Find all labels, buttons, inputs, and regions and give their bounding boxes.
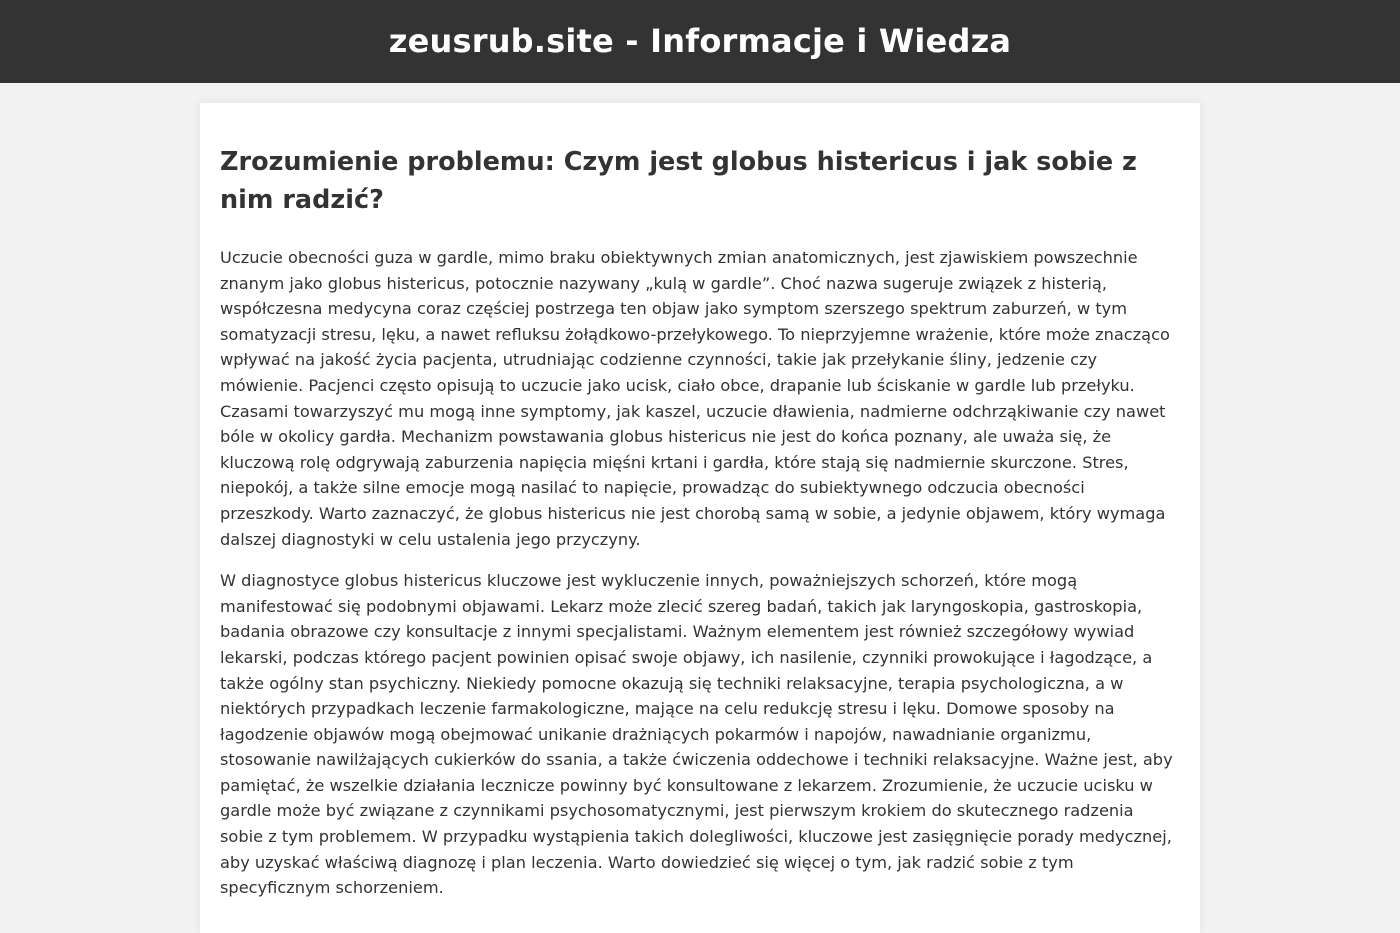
article-card <box>200 103 1200 933</box>
site-title: zeusrub.site - Informacje i Wiedza <box>388 21 1012 60</box>
site-header <box>0 0 1400 83</box>
article-title: Zrozumienie problemu: Czym jest globus histericus i jak sobie z nim radzić? <box>220 147 1137 215</box>
article-paragraph-2: W diagnostyce globus histericus kluczowe jest wykluczenie innych, poważniejszych schorzeń, które mogą manifestować się podobnymi objawami. Lekarz może zlecić szereg badań, takich jak laryngoskopia, gastroskopia, badania obrazowe czy konsultacje z innymi specjalistami. Ważnym elementem jest również szczegółowy wywiad lekarski, podczas którego pacjent powinien opisać swoje objawy, ich nasilenie, czynniki prowokujące i łagodzące, a także ogólny stan psychiczny. Niekiedy pomocne okazują się techniki relaksacyjne, terapia psychologiczna, a w niektórych przypadkach leczenie farmakologiczne, mające na celu redukcję stresu i lęku. Domowe sposoby na łagodzenie objawów mogą obejmować unikanie drażniących pokarmów i napojów, nawadnianie organizmu, stosowanie nawilżających cukierków do ssania, a także ćwiczenia oddechowe i techniki relaksacyjne. Ważne jest, aby pamiętać, że wszelkie działania lecznicze powinny być konsultowane z lekarzem. Zrozumienie, że uczucie ucisku w gardle może być związane z czynnikami psychosomatycznymi, jest pierwszym krokiem do skutecznego radzenia sobie z tym problemem. W przypadku wystąpienia takich dolegliwości, kluczowe jest zasięgnięcie porady medycznej, aby uzyskać właściwą diagnozę i plan leczenia. Warto dowiedzieć się więcej o tym, jak radzić sobie z tym specyficznym schorzeniem. <box>220 571 1173 898</box>
article-paragraph-1: Uczucie obecności guza w gardle, mimo braku obiektywnych zmian anatomicznych, jest zjawiskiem powszechnie znanym jako globus histericus, potocznie nazywany „kulą w gardle”. Choć nazwa sugeruje związek z histerią, współczesna medycyna coraz częściej postrzega ten objaw jako symptom szerszego spektrum zaburzeń, w tym somatyzacji stresu, lęku, a nawet refluksu żołądkowo-przełykowego. To nieprzyjemne wrażenie, które może znacząco wpływać na jakość życia pacjenta, utrudniając codzienne czynności, takie jak przełykanie śliny, jedzenie czy mówienie. Pacjenci często opisują to uczucie jako ucisk, ciało obce, drapanie lub ściskanie w gardle lub przełyku. Czasami towarzyszyć mu mogą inne symptomy, jak kaszel, uczucie dławienia, nadmierne odchrząkiwanie czy nawet bóle w okolicy gardła. Mechanizm powstawania globus histericus nie jest do końca poznany, ale uważa się, że kluczową rolę odgrywają zaburzenia napięcia mięśni krtani i gardła, które stają się nadmiernie skurczone. Stres, niepokój, a także silne emocje mogą nasilać to napięcie, prowadząc do subiektywnego odczucia obecności przeszkody. Warto zaznaczyć, że globus histericus nie jest chorobą samą w sobie, a jedynie objawem, który wymaga dalszej diagnostyki w celu ustalenia jego przyczyny. <box>220 248 1170 549</box>
